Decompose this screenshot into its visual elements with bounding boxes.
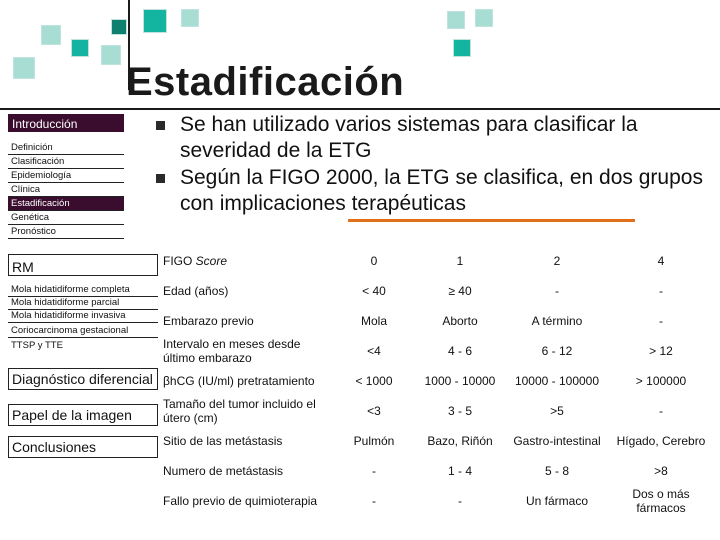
header-score-cell: 4 — [657, 254, 665, 268]
nav-subitem-genetica[interactable]: Genética — [8, 211, 124, 225]
row-label: Numero de metástasis — [163, 464, 284, 478]
table-cell: Un fármaco — [525, 494, 589, 508]
table-cell: > 100000 — [635, 374, 687, 388]
nav-item-introduccion[interactable]: Introducción — [8, 114, 124, 132]
nav-subitem-ttsp-tte[interactable]: TTSP y TTE — [11, 340, 63, 351]
table-row — [160, 396, 716, 426]
header-score-cell: 2 — [553, 254, 561, 268]
table-row — [160, 276, 716, 306]
table-cell: Aborto — [442, 314, 478, 328]
table-cell: - — [372, 464, 376, 478]
square-bullet-icon — [156, 121, 165, 130]
table-cell: ≥ 40 — [448, 284, 472, 298]
header-score-cell: 0 — [370, 254, 378, 268]
table-cell: - — [659, 284, 663, 298]
bullet-list — [150, 112, 715, 218]
table-cell: >8 — [654, 464, 668, 478]
table-cell: 5 - 8 — [544, 464, 569, 478]
nav-item-rm[interactable]: RM — [8, 254, 158, 276]
bullet-text: Se han utilizado varios sistemas para clasificar la severidad de la ETG — [180, 113, 638, 162]
table-cell: Mola — [360, 314, 387, 328]
table-cell: >5 — [550, 404, 564, 418]
decor-square — [446, 10, 466, 30]
decor-square — [474, 8, 494, 28]
row-label: Sitio de las metástasis — [163, 434, 283, 448]
decor-square — [452, 38, 472, 58]
nav-subitem-mola-completa[interactable]: Mola hidatidiforme completa — [8, 284, 158, 297]
figo-score-table — [160, 246, 716, 516]
table-row — [160, 306, 716, 336]
table-cell: Pulmón — [353, 434, 395, 448]
header-label-figo: FIGO — [163, 254, 196, 268]
nav-subitem-mola-parcial[interactable]: Mola hidatidiforme parcial — [8, 297, 158, 310]
bullet-text: Según la FIGO 2000, la ETG se clasifica, en dos grupos con implicaciones terapéuticas — [180, 166, 703, 215]
table-cell: - — [372, 494, 376, 508]
row-label: Embarazo previo — [163, 314, 254, 328]
nav-subitem-mola-invasiva[interactable]: Mola hidatidiforme invasiva — [8, 310, 158, 323]
table-cell: - — [555, 284, 559, 298]
table-row — [160, 486, 716, 516]
table-cell: < 40 — [362, 284, 386, 298]
decor-square — [40, 24, 62, 46]
table-cell: <4 — [367, 344, 381, 358]
bullet-item — [150, 165, 715, 217]
row-label: Intervalo en meses desde último embarazo — [163, 337, 301, 365]
nav-subitem-estadificacion[interactable]: Estadificación — [8, 197, 124, 211]
nav-item-papel-imagen[interactable]: Papel de la imagen — [8, 404, 158, 426]
decor-square — [142, 8, 168, 34]
table-cell: Bazo, Riñón — [427, 434, 493, 448]
table-cell: - — [659, 404, 663, 418]
nav-item-conclusiones[interactable]: Conclusiones — [8, 436, 158, 458]
header-label-score: Score — [195, 254, 228, 268]
nav-subitem-pronostico[interactable]: Pronóstico — [8, 225, 124, 239]
nav-item-diagnostico-diferencial[interactable]: Diagnóstico diferencial — [8, 368, 158, 390]
bullet-item — [150, 112, 715, 164]
header-label — [160, 246, 336, 276]
table-cell: - — [659, 314, 663, 328]
table-cell: 4 - 6 — [447, 344, 472, 358]
table-cell: <3 — [367, 404, 381, 418]
decor-square — [180, 8, 200, 28]
table-cell: 1000 - 10000 — [424, 374, 496, 388]
table-row — [160, 426, 716, 456]
table-row — [160, 366, 716, 396]
table-cell: Hígado, Cerebro — [616, 434, 706, 448]
table-cell: - — [458, 494, 462, 508]
table-header-row — [160, 246, 716, 276]
nav-subitem-coriocarcinoma[interactable]: Coriocarcinoma gestacional — [8, 325, 158, 338]
decor-line — [0, 108, 720, 110]
nav-subitem-definicion[interactable]: Definición — [8, 141, 124, 155]
header-score-cell: 1 — [456, 254, 464, 268]
decor-square — [100, 44, 122, 66]
nav-subitem-clasificacion[interactable]: Clasificación — [8, 155, 124, 169]
row-label: Fallo previo de quimioterapia — [163, 494, 318, 508]
table-cell: 1 - 4 — [447, 464, 472, 478]
table-row — [160, 336, 716, 366]
table-cell: Dos o más fármacos — [632, 487, 690, 515]
highlight-underline — [348, 219, 635, 222]
table-cell: 10000 - 100000 — [514, 374, 600, 388]
row-label: Edad (años) — [163, 284, 229, 298]
slide-title: Estadificación — [126, 60, 405, 104]
table-cell: < 1000 — [355, 374, 393, 388]
square-bullet-icon — [156, 174, 165, 183]
table-cell: A término — [531, 314, 583, 328]
table-cell: 3 - 5 — [447, 404, 472, 418]
table-cell: 6 - 12 — [541, 344, 573, 358]
table-row — [160, 456, 716, 486]
table-cell: > 12 — [649, 344, 673, 358]
nav-subitem-clinica[interactable]: Clínica — [8, 183, 124, 197]
row-label: Tamaño del tumor incluido el útero (cm) — [163, 397, 316, 425]
decor-square — [12, 56, 36, 80]
table-cell: Gastro-intestinal — [513, 434, 601, 448]
decor-square — [70, 38, 90, 58]
decor-square — [110, 18, 128, 36]
nav-subitem-epidemiologia[interactable]: Epidemiología — [8, 169, 124, 183]
row-label: βhCG (IU/ml) pretratamiento — [163, 374, 315, 388]
